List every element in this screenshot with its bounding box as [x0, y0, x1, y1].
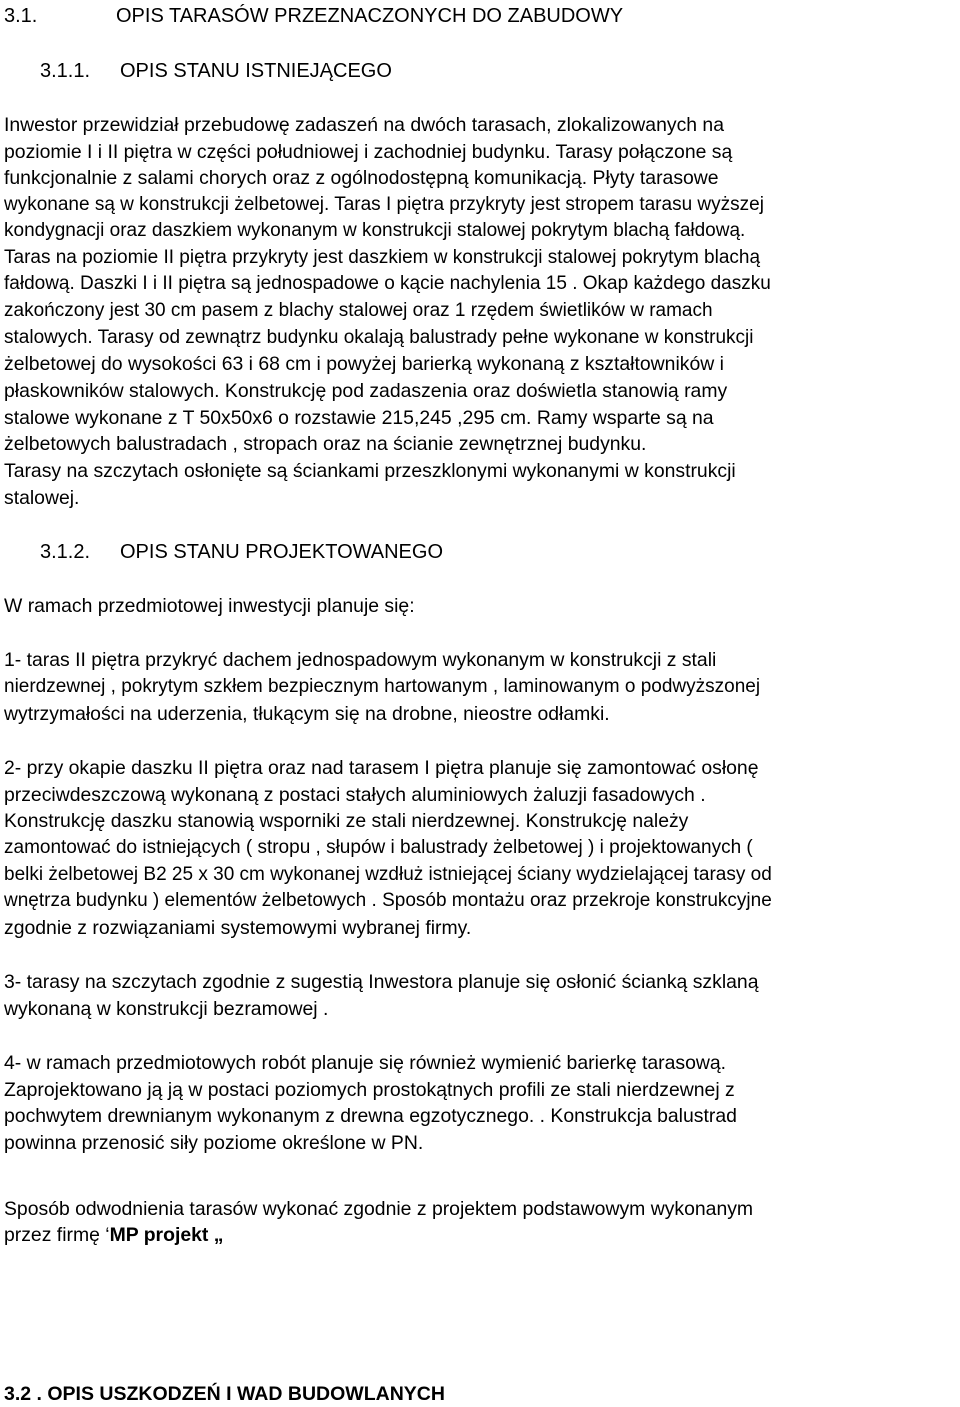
- paragraph-line: Zaprojektowano ją ją w postaci poziomych prostokątnych profili ze stali nierdzewnej z: [4, 1079, 735, 1101]
- firm-name: MP projekt „: [109, 1224, 224, 1246]
- subsection-number: 3.1.1.: [40, 60, 91, 82]
- paragraph-line: płaskowników stalowych. Konstrukcję pod zadaszenia oraz doświetla stanowią ramy: [4, 380, 728, 402]
- section-title: OPIS TARASÓW PRZEZNACZONYCH DO ZABUDOWY: [116, 5, 624, 27]
- paragraph-line: zakończony jest 30 cm pasem z blachy stalowej oraz 1 rzędem świetlików w ramach: [4, 300, 713, 321]
- paragraph-line: wykonane są w konstrukcji żelbetowej. Taras I piętra przykryty jest stropem tarasu wyższej: [4, 194, 764, 215]
- subsection-number: 3.1.2.: [40, 541, 91, 563]
- subsection-title: OPIS STANU ISTNIEJĄCEGO: [120, 60, 392, 82]
- paragraph-line: stalowej.: [4, 487, 80, 509]
- paragraph-line: 2- przy okapie daszku II piętra oraz nad tarasem I piętra planuje się zamontować osłonę: [4, 757, 759, 779]
- drainage-text: przez firmę ‘: [4, 1224, 110, 1246]
- paragraph-line: Inwestor przewidział przebudowę zadaszeń na dwóch tarasach, zlokalizowanych na: [4, 114, 725, 136]
- subsection-heading-existing: [40, 57, 392, 85]
- section-number: 3.1.: [4, 5, 38, 27]
- paragraph-line: fałdową. Daszki I i II piętra są jednospadowe o kącie nachylenia 15 . Okap każdego daszku: [4, 273, 771, 294]
- paragraph-line: przeciwdeszczową wykonaną z postaci stałych aluminiowych żaluzji fasadowych .: [4, 784, 706, 806]
- section-number: 3.2 .: [4, 1383, 42, 1405]
- paragraph-line: stalowe wykonane z T 50x50x6 o rozstawie 215,245 ,295 cm. Ramy wsparte są na: [4, 407, 714, 429]
- paragraph-line: Sposób odwodnienia tarasów wykonać zgodnie z projektem podstawowym wykonanym: [4, 1198, 754, 1220]
- paragraph-line: żelbetowej do wysokości 63 i 68 cm i powyżej barierką wykonaną z kształtowników i: [4, 353, 724, 375]
- paragraph-line: zgodnie z rozwiązaniami systemowymi wybranej firmy.: [4, 917, 472, 939]
- paragraph-line: wytrzymałości na uderzenia, tłukącym się na drobne, nieostre odłamki.: [4, 703, 610, 725]
- paragraph-line: 1- taras II piętra przykryć dachem jednospadowym wykonanym w konstrukcji z stali: [4, 649, 717, 671]
- subsection-heading-planned: [40, 538, 443, 566]
- paragraph-line: wnętrza budynku ) elementów żelbetowych . Sposób montażu oraz przekroje konstrukcyjne: [4, 890, 772, 911]
- paragraph-line: 3- tarasy na szczytach zgodnie z sugestią Inwestora planuje się osłonić ścianką szklaną: [4, 971, 759, 993]
- paragraph-line: zamontować do istniejących ( stropu , słupów i balustrady żelbetowej ) i projektowanych (: [4, 837, 753, 858]
- paragraph-line: funkcjonalnie z salami chorych oraz z ogólnodostępną komunikacją. Płyty tarasowe: [4, 167, 719, 189]
- paragraph-line: Konstrukcję daszku stanowią wsporniki ze stali nierdzewnej. Konstrukcję należy: [4, 810, 689, 832]
- paragraph-line: żelbetowych balustradach , stropach oraz na ścianie zewnętrznej budynku.: [4, 433, 647, 455]
- paragraph-line: 4- w ramach przedmiotowych robót planuje się również wymienić barierkę tarasową.: [4, 1052, 727, 1074]
- paragraph-line: [4, 1222, 223, 1248]
- paragraph-line: stalowych. Tarasy od zewnątrz budynku okalają balustrady pełne wykonane w konstrukcji: [4, 327, 754, 348]
- section-heading: [4, 2, 623, 30]
- paragraph-line: kondygnacji oraz daszkiem wykonanym w konstrukcji stalowej pokrytym blachą fałdową.: [4, 220, 746, 241]
- paragraph-line: Tarasy na szczytach osłonięte są ściankami przeszklonymi wykonanymi w konstrukcji: [4, 460, 736, 482]
- paragraph-line: pochwytem drewnianym wykonanym z drewna egzotycznego. . Konstrukcja balustrad: [4, 1105, 737, 1127]
- paragraph-line: Taras na poziomie II piętra przykryty jest daszkiem w konstrukcji stalowej pokrytym blachą: [4, 247, 761, 268]
- paragraph-line: poziomie I i II piętra w części południowej i zachodniej budynku. Tarasy połączone są: [4, 141, 733, 163]
- paragraph-line: wykonaną w konstrukcji bezramowej .: [4, 998, 329, 1020]
- paragraph-line: nierdzewnej , pokrytym szkłem bezpiecznym hartowanym , laminowanym o podwyższonej: [4, 676, 761, 697]
- subsection-title: OPIS STANU PROJEKTOWANEGO: [120, 541, 444, 563]
- paragraph-line: belki żelbetowej B2 25 x 30 cm wykonanej wzdłuż istniejącej ściany wydzielającej tarasy od: [4, 864, 772, 885]
- planned-intro: W ramach przedmiotowej inwestycji planuje się:: [4, 595, 415, 617]
- section-title: OPIS USZKODZEŃ I WAD BUDOWLANYCH: [47, 1383, 445, 1405]
- section-heading-damages: [4, 1382, 445, 1406]
- paragraph-line: powinna przenosić siły poziome określone w PN.: [4, 1132, 424, 1154]
